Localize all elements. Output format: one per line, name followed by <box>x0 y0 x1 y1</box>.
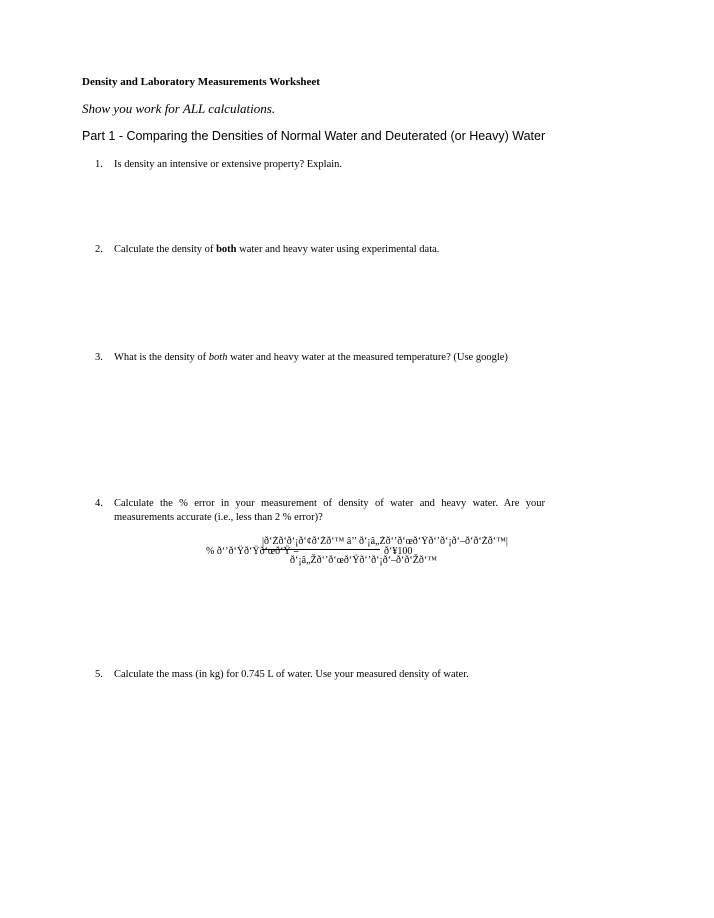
question-number: 2. <box>95 244 103 255</box>
question-number: 4. <box>95 498 103 509</box>
question-text-end: water and heavy water at the measured temperature? (Use google) <box>227 352 508 363</box>
question-text: Calculate the % error in your measurement of density of water and heavy water. Are your measurements accurate (i.e., less than 2 % error)? <box>114 498 545 523</box>
question-4 <box>95 497 545 525</box>
worksheet-title: Density and Laboratory Measurements Worksheet <box>82 76 320 88</box>
formula-lhs: % ð‘’ð‘Ÿð‘Ÿð‘œð‘Ÿ = <box>206 546 299 557</box>
question-5 <box>95 668 545 682</box>
fraction-bar <box>262 549 380 550</box>
emphasis-both: both <box>216 244 237 255</box>
emphasis-both: both <box>208 352 228 363</box>
question-number: 1. <box>95 159 103 170</box>
question-number: 5. <box>95 669 103 680</box>
part-heading: Part 1 - Comparing the Densities of Normal Water and Deuterated (or Heavy) Water <box>82 129 546 143</box>
question-text-start: Calculate the density of <box>114 244 217 255</box>
question-number: 3. <box>95 352 103 363</box>
formula-numerator: |ð‘Žð‘ð‘¡ð‘¢ð‘Žð‘™ â’’ ð‘¡â„Žð‘’ð‘œð‘Ÿð‘’ð‘¡ð‘–ð‘ð‘Žð‘™| <box>262 536 508 547</box>
formula-denominator: ð‘¡â„Žð‘’ð‘œð‘Ÿð‘’ð‘¡ð‘–ð‘ð‘Žð‘™ <box>290 555 437 566</box>
question-text <box>114 351 545 365</box>
question-1 <box>95 158 545 172</box>
formula-times-100: ð‘¥100 <box>384 546 413 557</box>
question-2 <box>95 243 545 257</box>
question-text-end: water and heavy water using experimental data. <box>236 244 440 255</box>
question-3 <box>95 351 545 365</box>
question-text <box>114 243 545 257</box>
question-text: Calculate the mass (in kg) for 0.745 L of water. Use your measured density of water. <box>114 669 469 680</box>
percent-error-formula <box>206 536 714 572</box>
instructions: Show you work for ALL calculations. <box>82 101 276 116</box>
question-text: Is density an intensive or extensive property? Explain. <box>114 159 343 170</box>
question-text-start: What is the density of <box>114 352 209 363</box>
